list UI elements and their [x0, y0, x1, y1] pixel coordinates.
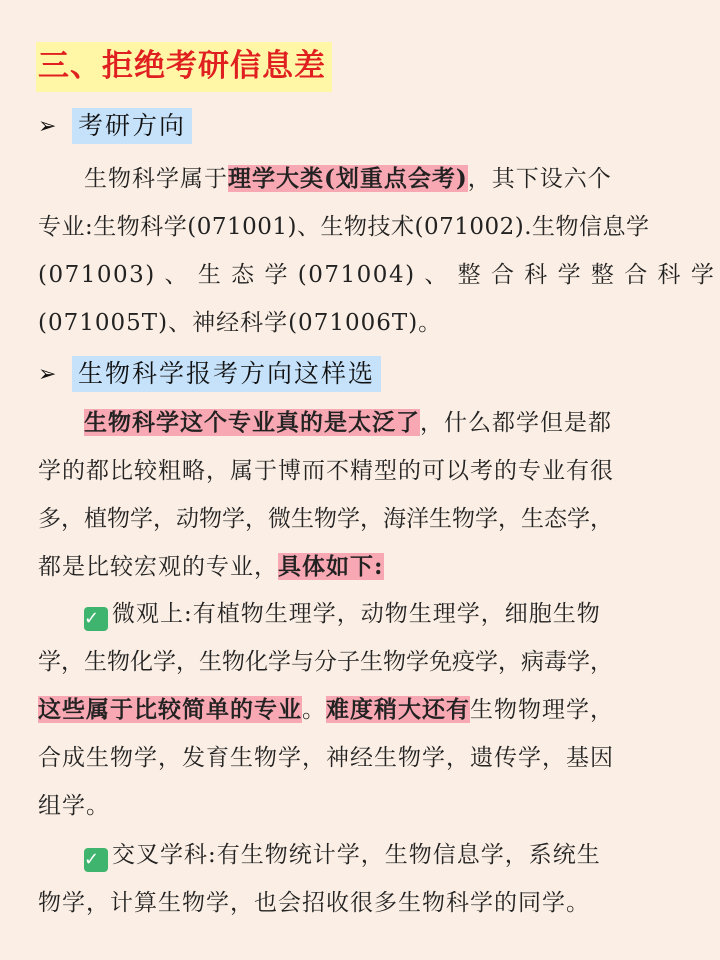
text-line: (071003) 、 生 态 学 (071004) 、 整 合 科 学 整 合 科 学: [38, 262, 716, 288]
text-line: 合成生物学，发育生物学，神经生物学，遗传学，基因: [38, 745, 614, 771]
section-heading: 考研方向: [72, 108, 192, 144]
text-line: 物学，计算生物学，也会招收很多生物科学的同学。: [38, 890, 590, 916]
text-line: [38, 543, 684, 591]
text-line: [38, 686, 684, 734]
arrow-bullet-icon: ➢: [38, 361, 57, 387]
text-line: [38, 590, 684, 638]
text-line: 专业:生物科学(071001)、生物技术(071002).生物信息学: [38, 214, 650, 240]
section-heading: 生物科学报考方向这样选: [72, 356, 381, 392]
paragraph-major-intro: [38, 155, 716, 347]
paragraph-cross: [38, 831, 684, 927]
arrow-bullet-icon: ➢: [38, 113, 57, 139]
paragraph-direction: [38, 399, 684, 591]
check-icon: ✓: [84, 848, 108, 872]
text: 微观上:有植物生理学，动物生理学，细胞生物: [112, 601, 601, 627]
text: ，什么都学但是都: [420, 410, 612, 436]
text-line: [38, 155, 684, 203]
section-报考方向: [38, 356, 381, 392]
text-line: 学，生物化学，生物化学与分子生物学免疫学，病毒学，: [38, 649, 613, 675]
page-title: 三、拒绝考研信息差: [36, 42, 332, 92]
highlight-text: 生物科学这个专业真的是太泛了: [84, 409, 420, 436]
text: 。: [302, 697, 326, 723]
text: 交叉学科:有生物统计学，生物信息学，系统生: [112, 842, 601, 868]
highlight-text: 难度稍大还有: [326, 696, 470, 723]
paragraph-micro: [38, 590, 684, 830]
text-line: 组学。: [38, 793, 110, 819]
text-line: [38, 831, 684, 879]
highlight-text: 这些属于比较简单的专业: [38, 696, 302, 723]
check-icon: ✓: [84, 607, 108, 631]
text-line: (071005T)、神经科学(071006T)。: [38, 310, 443, 336]
text: ，其下设六个: [467, 166, 612, 192]
highlight-text: 具体如下:: [278, 553, 384, 580]
text-line: 学的都比较粗略，属于博而不精型的可以考的专业有很: [38, 458, 614, 484]
text-line: 多，植物学，动物学，微生物学，海洋生物学，生态学，: [38, 506, 613, 532]
text-line: [38, 399, 684, 447]
section-考研方向: [38, 108, 192, 144]
text: 都是比较宏观的专业，: [38, 554, 278, 580]
highlight-text: 理学大类(划重点会考): [228, 165, 468, 192]
text: 生物物理学，: [470, 697, 614, 723]
text: 生物科学属于: [84, 166, 228, 192]
